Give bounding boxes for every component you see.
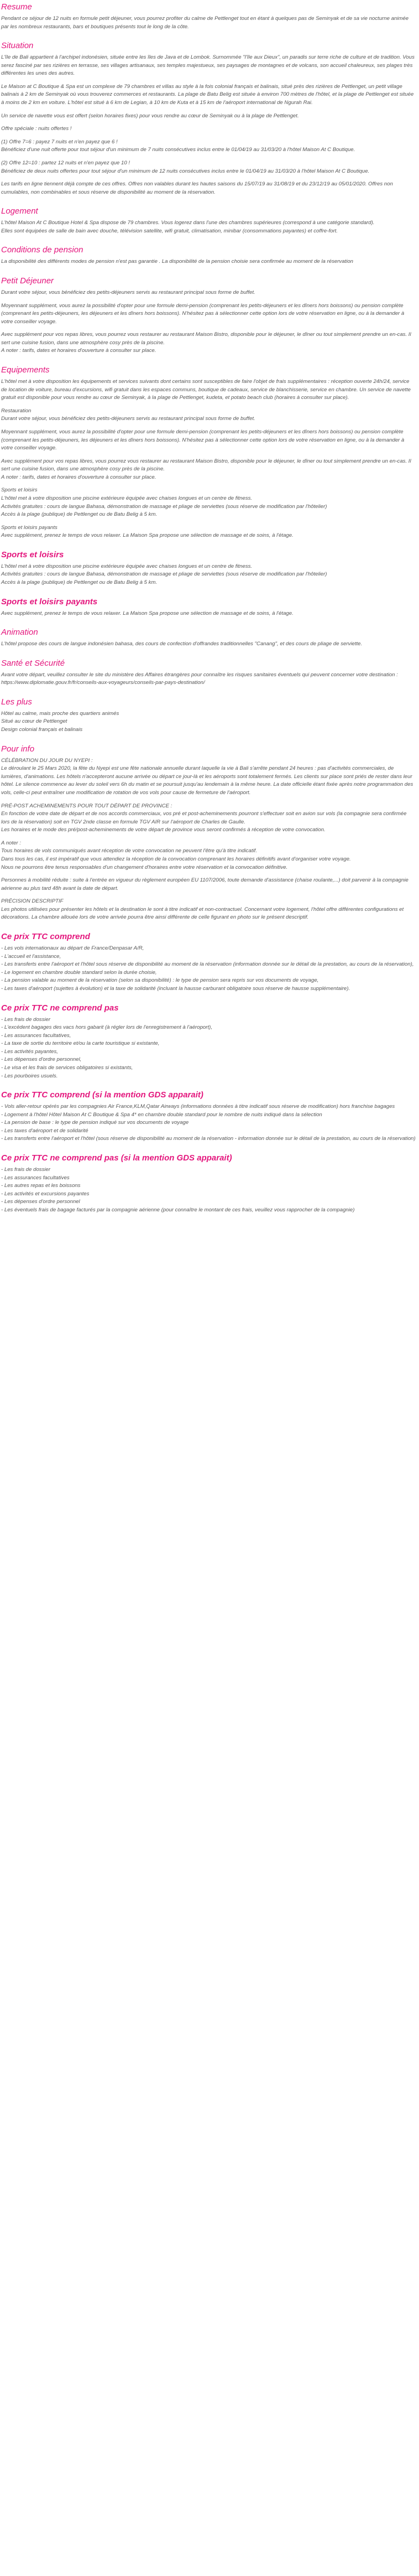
paragraph-line: - Les pourboires usuels.: [1, 1072, 58, 1079]
paragraph-line: - Les taxes d'aéroport et de solidarité: [1, 1127, 88, 1134]
paragraph-line: - Les dépenses d'ordre personnel,: [1, 1056, 82, 1063]
section-paragraph: [1, 563, 416, 587]
paragraph-line: - Le logement en chambre double standard selon la durée choisie,: [1, 969, 157, 976]
paragraph-line: - Les taxes d'aéroport (sujettes à évolution) et la taxe de solidarité (incluant la hausse carburant obligatoire sous réserve de hausse supplémentaire).: [1, 985, 350, 992]
paragraph-line: - Les activités payantes,: [1, 1048, 58, 1055]
paragraph-line: Avec supplément, prenez le temps de vous relaxer. La Maison Spa propose une sélection de massage et de soins, à l'étage.: [1, 610, 294, 616]
section-paragraph: [1, 125, 416, 133]
section-paragraph: [1, 524, 416, 540]
hotel-description-page: [0, 0, 417, 1231]
section-paragraph: [1, 458, 416, 482]
section-paragraph: [1, 802, 416, 835]
paragraph-line: En fonction de votre date de départ et de nos accords commerciaux, vos pré et post-acheminements pourront s'effectuer soit en avion sur vols (la compagnie sera confirmée lors de la réservation) soit en TGV 2nde classe en formule TGV AIR sur l'aéroport de Charles de Gaulle.: [1, 811, 407, 825]
paragraph-line: Accès à la plage (publique) de Pettlenget ou de Batu Belig à 5 km.: [1, 579, 158, 586]
paragraph-line: - L'accueil et l'assistance,: [1, 953, 61, 960]
paragraph-line: A noter : tarifs, dates et horaires d'ouverture à consulter sur place.: [1, 348, 156, 354]
paragraph-line: Personnes à mobilité réduite : suite à l'entrée en vigueur du règlement européen EU 1107/2006, toute demande d'assistance (chaise roulante,...) doit parvenir à la compagnie aérienne au plus tard 48h avant la date de départ.: [1, 877, 408, 892]
paragraph-line: CÉLÉBRATION DU JOUR DU NYEPI :: [1, 757, 93, 764]
paragraph-line: Durant votre séjour, vous bénéficiez des petits-déjeuners servis au restaurant principal sous forme de buffet.: [1, 289, 255, 296]
paragraph-line: Tous horaires de vols communiqués avant réception de votre convocation ne peuvent l'être qu'à titre indicatif.: [1, 848, 258, 854]
paragraph-line: Offre spéciale : nuits offertes !: [1, 126, 72, 132]
paragraph-line: A noter : tarifs, dates et horaires d'ouverture à consulter sur place.: [1, 474, 156, 480]
section-paragraph: [1, 54, 416, 78]
section-paragraph: [1, 83, 416, 107]
paragraph-line: Pendant ce séjour de 12 nuits en formule petit déjeuner, vous pourrez profiter du calme de Pettlenget tout en étant à quelques pas de Seminyak et de sa vie nocturne animée par les nombreux restaurants, bars et boutiques présents tout le long de la côte.: [1, 15, 409, 30]
section-paragraph: [1, 710, 416, 734]
section-paragraph: [1, 302, 416, 326]
paragraph-line: L'hôtel Maison At C Boutique Hotel & Spa dispose de 79 chambres. Vous logerez dans l'une des chambres supérieures (correspond à une catégorie standard).: [1, 220, 375, 226]
section-title-petitdej: Petit Déjeuner: [1, 276, 54, 286]
section-paragraph: [1, 378, 416, 402]
section-paragraph: [1, 180, 416, 196]
section-paragraph: [1, 945, 416, 993]
section-paragraph: [1, 289, 416, 297]
section-paragraph: [1, 486, 416, 519]
paragraph-line: Dans tous les cas, il est impératif que vous attendiez la réception de la convocation comprenant les horaires définitifs avant d'organiser votre voyage.: [1, 856, 351, 862]
section-paragraph: [1, 428, 416, 453]
section-paragraph: [1, 640, 416, 649]
section-paragraph: [1, 839, 416, 872]
paragraph-line: - Les assurances facultatives: [1, 1174, 70, 1181]
paragraph-line: Avec supplément pour vos repas libres, vous pourrez vous restaurer au restaurant Maison Bistro, disponible pour le déjeuner, le dîner ou tout simplement prendre un en-cas. Il sert une cuisine fusion, dans une atmosphère cosy près de la piscine.: [1, 331, 411, 346]
paragraph-line: Les horaires et le mode des pré/post-acheminements de votre départ de province vous seront confirmés à réception de votre convocation.: [1, 827, 326, 833]
section-paragraph: [1, 671, 416, 687]
section-title-ttcnon: Ce prix TTC ne comprend pas: [1, 1003, 119, 1013]
section-paragraph: [1, 757, 416, 797]
section-paragraph: [1, 1103, 416, 1143]
section-paragraph: [1, 1166, 416, 1214]
paragraph-line: L'hôtel met à votre disposition une piscine extérieure équipée avec chaises longues et un centre de fitness.: [1, 495, 253, 501]
section-title-resume: Resume: [1, 2, 32, 12]
paragraph-line: - Les autres repas et les boissons: [1, 1183, 81, 1189]
paragraph-line: Avec supplément pour vos repas libres, vous pourrez vous restaurer au restaurant Maison Bistro, disponible pour le déjeuner, le dîner ou tout simplement prendre un en-cas. Il sert une cuisine fusion, dans une atmosphère cosy près de la piscine.: [1, 458, 411, 473]
section-paragraph: [1, 407, 416, 423]
paragraph-line: - Les transferts entre l'aéroport et l'hôtel sous réserve de disponibilité au moment de la réservation (information donnée sur le détail de la prestation, au cours de la réservation),: [1, 961, 414, 968]
paragraph-line: Moyennant supplément, vous aurez la possibilité d'opter pour une formule demi-pension (comprenant les petits-déjeuners et les dîners hors boissons) ou pension complète (comprenant les petits-déjeuners, les déjeuners et les dîners hors boissons). N'hésitez pas à sélectionner cette option lors de votre réservation en ligne, ou à la demander à votre conseiller voyage.: [1, 428, 405, 452]
paragraph-line: Durant votre séjour, vous bénéficiez des petits-déjeuners servis au restaurant principal sous forme de buffet.: [1, 416, 255, 422]
paragraph-line: Activités gratuites : cours de langue Bahasa, démonstration de massage et pliage de serviettes (sous réserve de modification par l'hôtelier): [1, 571, 327, 578]
paragraph-line: - Les assurances facultatives,: [1, 1032, 71, 1039]
paragraph-line: L'île de Bali appartient à l'archipel indonésien, située entre les îles de Java et de Lombok. Surnommée "l'île aux Dieux", un paradis sur terre riche de culture et de tradition. Vous serez fasciné par ses rizières en terrasse, ses villages artisanaux, ses temples majestueux, ses paysages de montagnes et de volcans, son accueil chaleureux, ses plages très différentes les unes des autres.: [1, 54, 415, 77]
section-title-sante: Santé et Sécurité: [1, 658, 65, 668]
paragraph-line: - La taxe de sortie du territoire et/ou la carte touristique si existante,: [1, 1040, 160, 1047]
paragraph-line: La disponibilité des différents modes de pension n'est pas garantie . La disponibilité de la pension choisie sera confirmée au moment de la réservation: [1, 258, 354, 265]
paragraph-line: - Les frais de dossier: [1, 1167, 51, 1173]
paragraph-line: - Les transferts entre l'aéroport et l'hôtel (sous réserve de disponibilité au moment de la réservation - information donnée sur le détail de la prestation, au cours de la réservation): [1, 1136, 416, 1142]
paragraph-line: Nous ne pourrons être tenus responsables d'un changement d'horaires entre votre réservation et la convocation définitive.: [1, 864, 288, 870]
paragraph-line: A noter :: [1, 839, 21, 846]
paragraph-line: PRÉ-POST ACHEMINEMENTS POUR TOUT DÉPART DE PROVINCE :: [1, 802, 172, 809]
paragraph-line: - Les activités et excursions payantes: [1, 1190, 90, 1197]
paragraph-line: - Les vols internationaux au départ de France/Denpasar A/R,: [1, 945, 144, 952]
section-paragraph: [1, 15, 416, 31]
section-title-gds: Ce prix TTC comprend (si la mention GDS apparait): [1, 1090, 203, 1100]
paragraph-line: (1) Offre 7=6 : payez 7 nuits et n'en payez que 6 !: [1, 138, 118, 145]
paragraph-line: Le Maison at C Boutique & Spa est un complexe de 79 chambres et villas au style à la fois colonial français et balinais, situé près des rizières de Pettlenget, un petit village balinais à 2 km de Seminyak où vous trouverez commerces et restaurants. La plage de Batu Belig est située à environ 700 mètres de l'hôtel, et la plage de Pettlenget est située à moins de 2 km en voiture. L'hôtel est situé à 6 km de Legian, à 10 km de Kuta et à 15 km de l'aéroport international de Ngurah Rai.: [1, 83, 414, 106]
section-title-sportspayants: Sports et loisirs payants: [1, 597, 98, 607]
paragraph-line: - Les éventuels frais de bagage facturés par la compagnie aérienne (pour connaître le montant de ces frais, veuillez vous rapprocher de la compagnie): [1, 1206, 355, 1213]
section-title-equipements: Equipements: [1, 365, 50, 375]
paragraph-line: L'hôtel met à votre disposition les équipements et services suivants dont certains sont susceptibles de faire l'objet de frais supplémentaires : réception ouverte 24h/24, service de location de voiture, bureau d'excursions, wifi gratuit dans les espaces communs, boutique de cadeaux, service de blanchisserie, service en chambre. Un service de navette gratuit est disponible pour vous rendre au cœur de Seminyak, à la plage de Pettlenget, kudeta, et potato beach club (horaires à consulter sur place).: [1, 379, 411, 401]
paragraph-line: - Les dépenses d'ordre personnel: [1, 1199, 80, 1205]
section-paragraph: [1, 159, 416, 175]
section-paragraph: [1, 1016, 416, 1081]
paragraph-line: - Vols aller-retour opérés par les compagnies Air France,KLM,Qatar Airways (informations données à titre indicatif sous réserve de modification) hors franchise bagages: [1, 1103, 395, 1110]
paragraph-line: Un service de navette vous est offert (selon horaires fixes) pour vous rendre au cœur de Seminyak ou à la plage de Pettlenget.: [1, 112, 299, 119]
paragraph-line: Avant votre départ, veuillez consulter le site du ministère des Affaires étrangères pour connaître les risques sanitaires éventuels qui peuvent concerner votre destination : https://www.diplomatie.gouv.fr/fr/conseils-aux-voyageurs/conseils-par-pays-destination/: [1, 671, 398, 686]
paragraph-line: Avec supplément, prenez le temps de vous relaxer. La Maison Spa propose une sélection de massage et de soins, à l'étage.: [1, 532, 294, 539]
paragraph-line: Le déroulant le 25 Mars 2020, la fête du Nyepi est une fête nationale annuelle durant laquelle la vie à Bali s'arrête pendant 24 heures : pas d'activités commerciales, de lumières, d'animations. Les hôtels n'accepteront aucune arrivée ou départ ce jour-là et les aéroports sont totalement fermés. Les clients sur place sont priés de rester dans leur hôtel. Le silence commence au lever du soleil vers 6h du matin et se poursuit jusqu'au lendemain à la même heure. La date officielle étant fixée après notre programmation des vols, celle-ci peut entraîner une modification de rotation de vos vols pour cause de fermeture de l'aéroport.: [1, 765, 413, 796]
section-paragraph: [1, 610, 416, 618]
paragraph-line: - La pension valable au moment de la réservation (selon sa disponibilité) : le type de pension sera repris sur vos documents de voyage,: [1, 977, 319, 984]
paragraph-line: Moyennant supplément, vous aurez la possibilité d'opter pour une formule demi-pension (comprenant les petits-déjeuners et les dîners hors boissons) ou pension complète (comprenant les petits-déjeuners, les déjeuners et les dîners hors boissons). N'hésitez pas à sélectionner cette option lors de votre réservation en ligne, ou à la demander à votre conseiller voyage.: [1, 302, 405, 325]
section-title-ttc: Ce prix TTC comprend: [1, 932, 90, 942]
section-paragraph: [1, 258, 416, 266]
paragraph-line: - Logement à l'hôtel Hôtel Maison At C Boutique & Spa 4* en chambre double standard pour le nombre de nuits indiqué dans la sélection: [1, 1111, 322, 1118]
paragraph-line: L'hôtel met à votre disposition une piscine extérieure équipée avec chaises longues et un centre de fitness.: [1, 563, 253, 569]
paragraph-line: Sports et loisirs payants: [1, 524, 57, 531]
section-paragraph: [1, 331, 416, 355]
paragraph-line: - Les frais de dossier: [1, 1016, 51, 1023]
paragraph-line: Les photos utilisées pour présenter les hôtels et la destination le sont à titre indicatif et non-contractuel. Concernant votre logement, l'hôtel offre différentes configurations et décorations. La chambre allouée lors de votre arrivée pourra être ainsi différente de celle figurant en photo sur le présent descriptif.: [1, 906, 404, 921]
section-title-plus: Les plus: [1, 697, 32, 707]
paragraph-line: Design colonial français et balinais: [1, 727, 83, 733]
section-title-animation: Animation: [1, 628, 38, 637]
paragraph-line: Bénéficiez de deux nuits offertes pour tout séjour d'un minimum de 12 nuits consécutives inclus entre le 01/04/19 au 31/03/20 à l'hôtel Maison At C Boutique.: [1, 168, 370, 174]
paragraph-line: Elles sont équipées de salle de bain avec douche, télévision satellite, wifi gratuit, climatisation, minibar (consommations payantes) et coffre-fort.: [1, 227, 338, 234]
paragraph-line: Situé au cœur de Pettlenget: [1, 718, 67, 725]
section-title-situation: Situation: [1, 41, 34, 51]
section-title-sports: Sports et loisirs: [1, 550, 64, 559]
paragraph-line: Accès à la plage (publique) de Pettlenget ou de Batu Belig à 5 km.: [1, 511, 158, 518]
section-paragraph: [1, 219, 416, 235]
paragraph-line: Les tarifs en ligne tiennent déjà compte de ces offres. Offres non valables durant les hautes saisons du 15/07/19 au 31/08/19 et du 23/12/19 au 05/01/2020. Offres non cumulables, non combinables et sous réserve de disponibilité au moment de la réservation.: [1, 181, 393, 195]
paragraph-line: Sports et loisirs: [1, 487, 38, 494]
paragraph-line: Restauration: [1, 407, 32, 414]
section-title-info: Pour info: [1, 744, 35, 754]
paragraph-line: PRÉCISION DESCRIPTIF: [1, 898, 64, 905]
section-paragraph: [1, 877, 416, 893]
section-title-pension: Conditions de pension: [1, 245, 83, 255]
paragraph-line: - Le visa et les frais de services obligatoires si existants,: [1, 1064, 133, 1071]
section-title-logement: Logement: [1, 206, 38, 216]
paragraph-line: Activités gratuites : cours de langue Bahasa, démonstration de massage et pliage de serviettes (sous réserve de modification par l'hôtelier): [1, 503, 327, 510]
paragraph-line: Bénéficiez d'une nuit offerte pour tout séjour d'un minimum de 7 nuits consécutives inclus entre le 01/04/19 au 31/03/20 à l'hôtel Maison At C Boutique.: [1, 147, 355, 153]
paragraph-line: Hôtel au calme, mais proche des quartiers animés: [1, 710, 119, 717]
section-paragraph: [1, 138, 416, 154]
paragraph-line: (2) Offre 12=10 : partez 12 nuits et n'en payez que 10 !: [1, 159, 130, 166]
section-paragraph: [1, 898, 416, 922]
paragraph-line: L'hôtel propose des cours de langue indonésien bahasa, des cours de confection d'offrandes traditionnelles "Canang", et des cours de pliage de serviette.: [1, 641, 363, 647]
section-title-gdsnon: Ce prix TTC ne comprend pas (si la mention GDS apparait): [1, 1153, 232, 1163]
section-paragraph: [1, 112, 416, 121]
paragraph-line: - L'excédent bagages des vacs hors gabarit (à régler lors de l'enregistrement à l'aéroport),: [1, 1024, 212, 1031]
paragraph-line: - La pension de base : le type de pension indiqué sur vos documents de voyage: [1, 1119, 189, 1126]
